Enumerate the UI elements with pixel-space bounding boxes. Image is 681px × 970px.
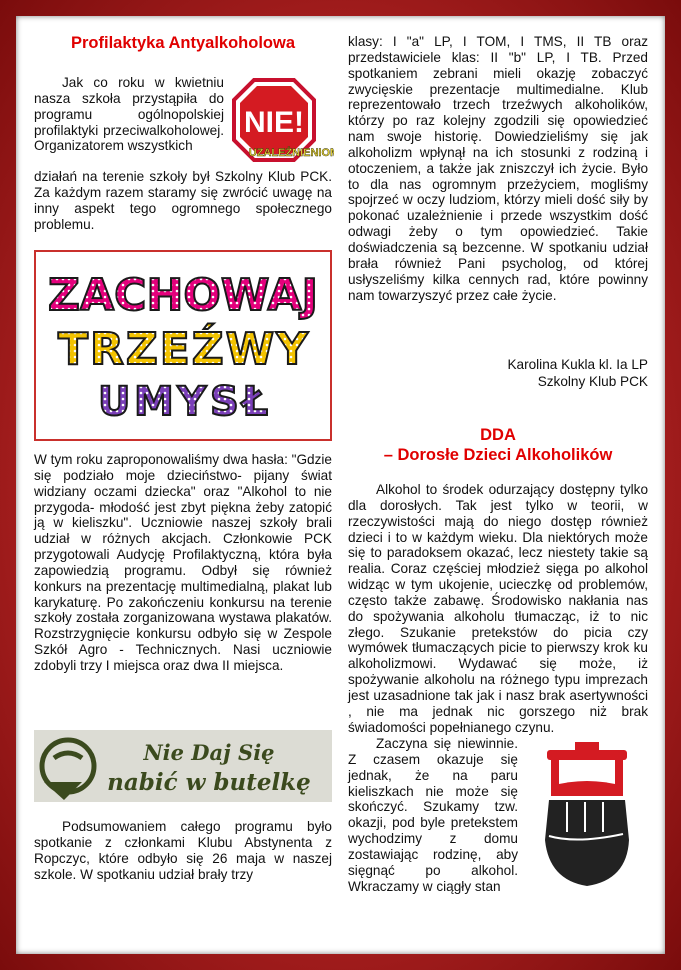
article2-paragraph-1: Alkohol to środek odurzający dostępny tylko dla dorosłych. Tak jest tylko w teorii, w rzeczywistości mają do niego dostęp również dzieci i to w każdym wieku. Dla niektórych może się to paradoksem okazać, lecz niestety takie są realia. Coraz częściej młodzież sięga po alkohol widząc w tym ukojenie, ucieczkę od problemów, często także zabawę. Środowisko nakłania nas do spożywania alkoholu tłumacząc, iż to nic złego. Szukanie pretekstów do picia czy wymówek tłumaczących picie to pierwszy krok ku alkoholizmowi. Wydawać się może, iż spożywanie alkoholu na różnego typu imprezach jest uzasadnione tak jak i nasz brak asertywności , nie ma jednak nic gorszego niż brak świadomości popełnianego czynu.: [348, 482, 648, 735]
banner-line-2: nabić w butelkę: [107, 769, 311, 796]
poster-line-2: TRZEŹWY: [58, 324, 308, 375]
poster-image: [34, 250, 332, 441]
article-paragraph-intro: Jak co roku w kwietniu nasza szkoła przystąpiła do programu ogólnopolskiej profilaktyki przeciwalkoholowej. Organizatorem wszystkich: [34, 75, 224, 154]
article2-title: DDA: [480, 426, 516, 444]
stop-sign-image: [232, 78, 334, 166]
poster-graphic: [36, 252, 330, 439]
banner-graphic: [34, 730, 332, 802]
article2-paragraph-2: Zaczyna się niewinnie. Z czasem okazuje się jednak, że na paru kieliszkach nie może się skończyć. Szukamy tzw. okazji, pod byle pretekstem wychodzimy z domu zostawiając rodzinę, aby sięgnąć po alkohol. Wkraczamy w ciągły stan: [348, 736, 518, 894]
article-organization: Szkolny Klub PCK: [537, 374, 648, 389]
hand-bottle-icon: [527, 740, 647, 890]
hand-bottle-image: [527, 740, 647, 890]
article-paragraph-continued: klasy: I "a" LP, I TOM, I TMS, II TB oraz przedstawiciele klas: II "b" LP, I TB. Przed spotkaniem zebrani mieli okazję zobaczyć zwycięskie prezentacje multimedialne. Klub reprezentowało trzech trzeźwych alkoholików, którzy po raz kolejny zgodzili się opowiedzieć nam swoje historię. Dowiedzieliśmy się jak alkoholizm wpłynął na ich stosunki z rodziną i otoczeniem, a także jak zniszczył ich życie. Było to dla nas ogromnym przeżyciem, mogliśmy spojrzeć w oczy ludziom, którzy mieli dość siły by pokonać uzależnienie i przede wszystkim dość odwagi żeby o tym opowiedzieć. Takie doświadczenia są bezcenne. W spotkaniu udział brała również Pani psycholog, od której usłyszeliśmy kilka cennych rad, które powinny nam towarzyszyć przez całe życie.: [348, 34, 648, 303]
stop-sign-icon: [232, 78, 334, 166]
article-paragraph-intro-cont: działań na terenie szkoły był Szkolny Klub PCK. Za każdym razem staramy się zwrócić uwagę na inny aspekt tego ogromnego społecznego problemu.: [34, 169, 332, 232]
article2-subtitle: – Dorosłe Dzieci Alkoholików: [383, 446, 613, 464]
poster-line-1: ZACHOWAJ: [48, 270, 318, 321]
banner-image: [34, 730, 332, 802]
poster-line-3: UMYSŁ: [98, 379, 268, 425]
stop-sign-subtext: UZALEŻNIENIOM: [248, 147, 334, 159]
article-title: Profilaktyka Antyalkoholowa: [70, 34, 296, 52]
stop-sign-text: NIE!: [244, 106, 304, 139]
banner-line-1: Nie Daj Się: [143, 740, 275, 765]
article-paragraph-summary: Podsumowaniem całego programu było spotkanie z członkami Klubu Abstynenta z Ropczyc, które odbyło się 26 maja w naszej szkole. W spotkaniu udział brały trzy: [34, 819, 332, 882]
article-author: Karolina Kukla kl. Ia LP: [507, 357, 648, 372]
article-paragraph-main: W tym roku zaproponowaliśmy dwa hasła: "Gdzie się podziało moje dzieciństwo- pijany świat widziany oczami dziecka" oraz "Alkohol to nie przygoda- młodość jest zbyt piękna żeby zatopić ją w kieliszku". Uczniowie naszej szkoły brali udział w różnych akcjach. Członkowie PCK przygotowali Audycję Profilaktyczną, która była zapowiedzią programu. Odbył się również konkurs na prezentację multimedialną, plakat lub karykaturę. Po zakończeniu konkursu na terenie szkoły została zorganizowana wystawa plakatów. Rozstrzygnięcie konkursu odbyło się w Zespole Szkół Agro - Technicznych. Nasi uczniowie zdobyli trzy I miejsca oraz dwa II miejsca.: [34, 452, 332, 673]
